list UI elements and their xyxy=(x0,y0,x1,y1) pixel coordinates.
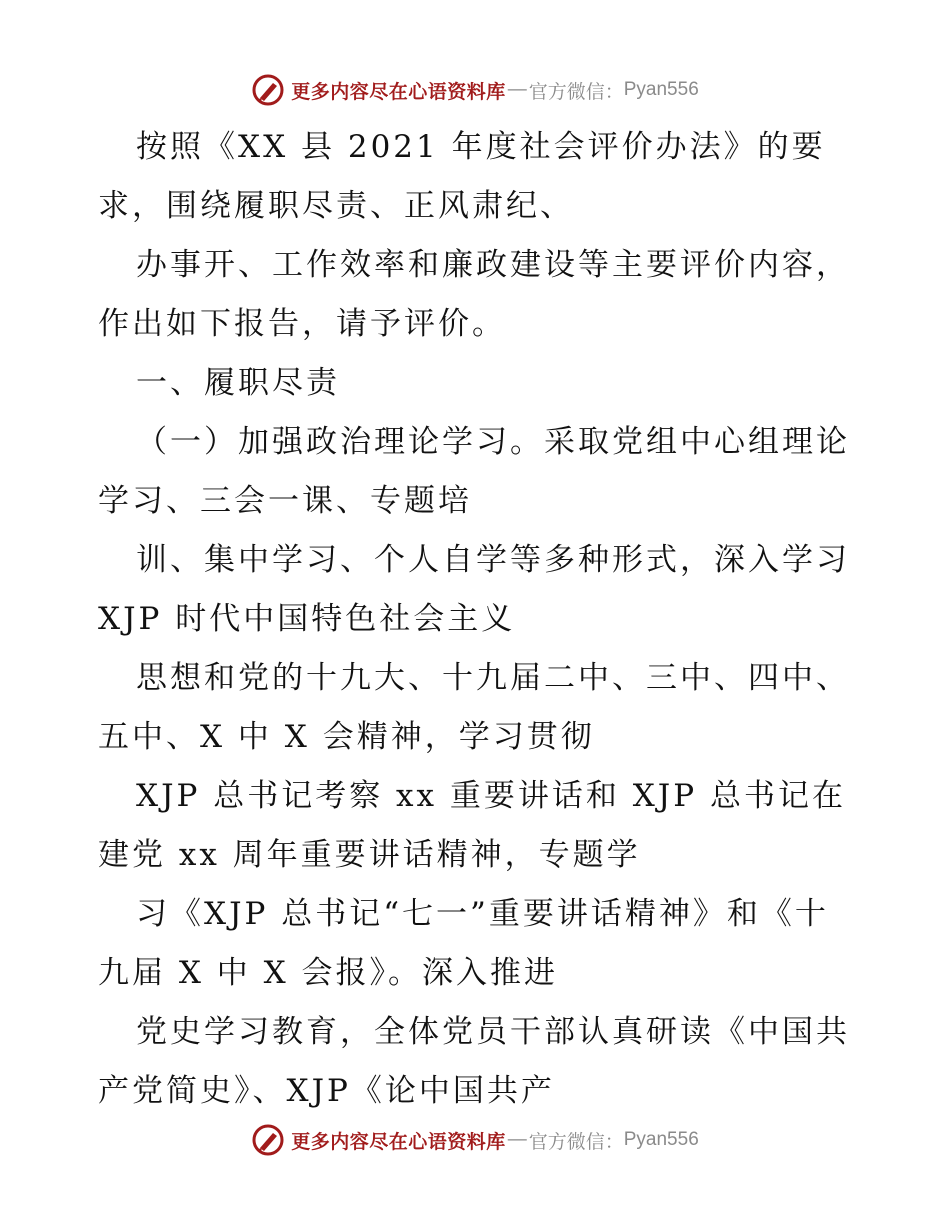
text-line: XJP 总书记考察 xx 重要讲话和 XJP 总书记在 xyxy=(136,778,846,814)
banner-wechat-id: Pyan556 xyxy=(623,1129,699,1150)
banner-wechat-id: Pyan556 xyxy=(623,79,699,100)
text-line: 求，围绕履职尽责、正风肃纪、 xyxy=(98,188,574,224)
banner-wechat-label: 官方微信： xyxy=(528,1130,624,1153)
text-line: 按照《XX 县 2021 年度社会评价办法》的要 xyxy=(136,129,826,165)
text-line: XJP 时代中国特色社会主义 xyxy=(98,601,516,637)
banner-separator: — xyxy=(507,79,527,100)
header-banner xyxy=(0,70,950,110)
banner-slogan: 更多内容尽在心语资料库 xyxy=(291,1130,506,1153)
text-line: 作出如下报告，请予评价。 xyxy=(98,306,506,342)
text-line: （一）加强政治理论学习。采取党组中心组理论 xyxy=(136,424,850,460)
text-line: 党史学习教育，全体党员干部认真研读《中国共 xyxy=(136,1014,850,1050)
banner-slogan: 更多内容尽在心语资料库 xyxy=(291,80,506,103)
text-line: 习《XJP 总书记“七一”重要讲话精神》和《十 xyxy=(136,896,829,932)
document-body xyxy=(98,118,858,1121)
text-line: 建党 xx 周年重要讲话精神，专题学 xyxy=(98,837,641,873)
banner-separator: — xyxy=(507,1129,527,1150)
footer-banner xyxy=(0,1120,950,1160)
text-line: 学习、三会一课、专题培 xyxy=(98,483,472,519)
text-line: 五中、X 中 X 会精神，学习贯彻 xyxy=(98,719,595,755)
text-line: 九届 X 中 X 会报》。深入推进 xyxy=(98,955,559,991)
text-line: 训、集中学习、个人自学等多种形式，深入学习 xyxy=(136,542,850,578)
pen-logo-icon xyxy=(251,73,285,107)
pen-logo-icon xyxy=(251,1123,285,1157)
text-line: 思想和党的十九大、十九届二中、三中、四中、 xyxy=(136,660,850,696)
text-line: 办事开、工作效率和廉政建设等主要评价内容， xyxy=(136,247,850,283)
text-line: 产党简史》、XJP《论中国共产 xyxy=(98,1073,555,1109)
banner-wechat-label: 官方微信： xyxy=(528,80,624,103)
text-line: 一、履职尽责 xyxy=(136,365,340,401)
